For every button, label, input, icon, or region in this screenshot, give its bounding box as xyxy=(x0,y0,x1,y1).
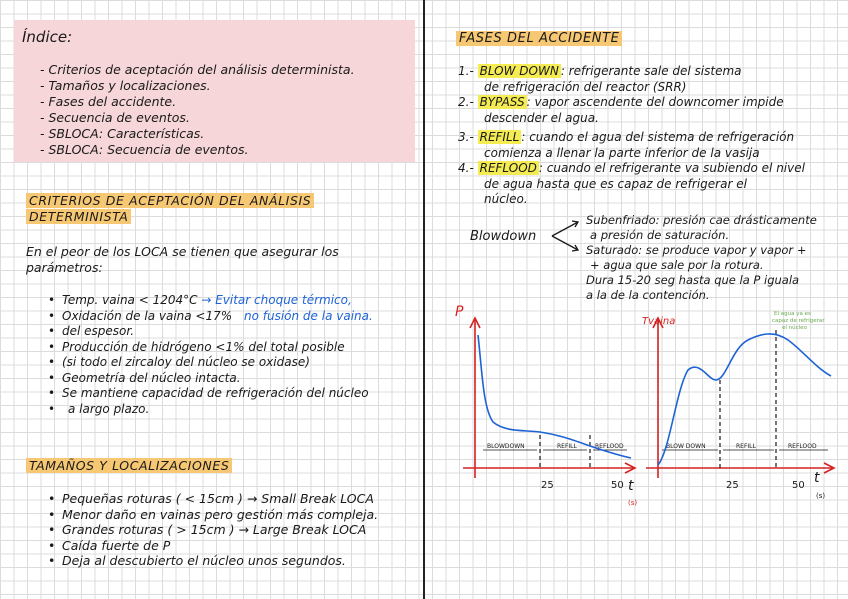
criterios-heading xyxy=(26,193,314,225)
y-axis-label: Tvaina xyxy=(642,316,676,327)
intro-line: En el peor de los LOCA se tienen que asegurar los xyxy=(26,244,339,259)
criterio-text: (si todo el zircaloy del núcleo se oxidase) xyxy=(62,355,310,369)
criterios-list xyxy=(48,293,418,417)
criterio-item xyxy=(48,293,418,309)
criterio-item xyxy=(48,371,418,387)
index-item: - SBLOCA: Secuencia de eventos. xyxy=(40,142,249,157)
criterio-text: Geometría del núcleo intacta. xyxy=(62,370,241,385)
phase-label: REFILL xyxy=(736,443,756,450)
blowdown-line: + agua que sale por la rotura. xyxy=(590,258,764,272)
tick-label: 25 xyxy=(726,480,739,491)
index-item: - Fases del accidente. xyxy=(40,94,177,109)
blowdown-line: a la de la contención. xyxy=(586,288,710,302)
fase-key: BYPASS xyxy=(479,95,525,109)
blowdown-line: Saturado: se produce vapor y vapor + xyxy=(586,243,807,257)
criterios-heading-line1: CRITERIOS DE ACEPTACIÓN DEL ANÁLISIS xyxy=(26,193,314,208)
fases-heading xyxy=(456,31,622,47)
tick-label: 50 xyxy=(792,480,805,491)
index-item: - Tamaños y localizaciones. xyxy=(40,78,211,93)
tamano-continuation xyxy=(48,553,418,569)
fase-text: : vapor ascendente del downcomer impide xyxy=(526,95,784,109)
criterio-continuation xyxy=(48,324,418,340)
criterio-text: a largo plazo. xyxy=(68,401,150,416)
index-item: - Secuencia de eventos. xyxy=(40,110,190,125)
index-item: - SBLOCA: Características. xyxy=(40,126,205,141)
fase-cont: núcleo. xyxy=(484,192,528,206)
annotation-line: capaz de refrigerar xyxy=(772,318,825,324)
fase-item xyxy=(458,95,843,111)
page-divider xyxy=(423,0,425,599)
fase-key: BLOW DOWN xyxy=(479,64,559,78)
tamano-item xyxy=(48,522,418,538)
fase-num: 1.- xyxy=(458,64,474,78)
fase-cont: comienza a llenar la parte inferior de la vasija xyxy=(484,145,760,160)
criterio-continuation xyxy=(48,402,418,418)
fase-item xyxy=(458,64,843,80)
index-item: - Criterios de aceptación del análisis determinista. xyxy=(40,62,355,77)
criterio-text: Temp. vaina < 1204°C xyxy=(62,293,198,307)
y-axis-label: P xyxy=(455,304,464,320)
tamano-text: Deja al descubierto el núcleo unos segundos. xyxy=(62,553,346,568)
phase-label: REFILL xyxy=(557,443,577,450)
tamano-continuation xyxy=(48,538,418,554)
x-axis-label: t xyxy=(814,470,820,486)
criterio-continuation xyxy=(48,355,418,371)
criterio-item xyxy=(48,309,418,325)
tick-label: 50 xyxy=(611,480,624,491)
criterio-item xyxy=(48,340,418,356)
tamano-continuation xyxy=(48,507,418,523)
criterios-intro xyxy=(26,244,339,275)
blowdown-line: Dura 15-20 seg hasta que la P iguala xyxy=(586,273,800,287)
criterio-note: → Evitar choque térmico, xyxy=(201,293,352,307)
criterio-item xyxy=(48,386,418,402)
tamano-text: Menor daño en vainas pero gestión más compleja. xyxy=(62,506,379,522)
annotation-line: el núcleo xyxy=(782,325,807,331)
pressure-curve xyxy=(478,335,631,458)
fase-key: REFILL xyxy=(479,130,520,144)
index-title: Índice: xyxy=(22,28,73,46)
tamano-item xyxy=(48,491,418,507)
fase-num: 2.- xyxy=(458,95,474,109)
fase-text: : refrigerante sale del sistema xyxy=(560,64,742,78)
phase-label: REFLOOD xyxy=(595,443,624,450)
criterio-text: Producción de hidrógeno <1% del total posible xyxy=(62,339,345,354)
criterio-note: no fusión de la vaina. xyxy=(243,308,373,323)
blowdown-line: Subenfriado: presión cae drásticamente xyxy=(586,213,817,227)
pressure-chart xyxy=(445,300,640,510)
temperature-chart xyxy=(636,300,846,510)
fases-list xyxy=(458,64,843,208)
blowdown-label: Blowdown xyxy=(470,229,537,244)
phase-label: REFLOOD xyxy=(788,443,817,450)
fase-cont: descender el agua. xyxy=(484,110,599,125)
tamano-text: Pequeñas roturas ( < 15cm ) → Small Break LOCA xyxy=(62,491,374,506)
fase-num: 3.- xyxy=(458,130,474,144)
criterio-text: Se mantiene capacidad de refrigeración del núcleo xyxy=(62,386,369,400)
criterio-text: Oxidación de la vaina <17% xyxy=(62,308,233,323)
fase-item xyxy=(458,161,843,177)
x-unit: (s) xyxy=(628,499,638,507)
criterios-heading-line2: DETERMINISTA xyxy=(26,209,131,224)
criterio-text: del espesor. xyxy=(62,324,135,338)
brace-arrows xyxy=(548,218,582,254)
fase-text: : cuando el agua del sistema de refrigeración xyxy=(521,130,795,144)
fase-text: : cuando el refrigerante va subiendo el nivel xyxy=(538,161,805,175)
phase-label: BLOWDOWN xyxy=(487,443,525,450)
tamanos-heading-text: TAMAÑOS Y LOCALIZACIONES xyxy=(26,458,232,473)
phase-label: BLOW DOWN xyxy=(666,443,706,450)
fases-heading-text: FASES DEL ACCIDENTE xyxy=(456,31,622,46)
fase-cont: de agua hasta que es capaz de refrigerar el xyxy=(484,176,747,191)
tamanos-list xyxy=(48,491,418,569)
intro-line: parámetros: xyxy=(26,259,103,275)
x-axis-label: t xyxy=(628,478,634,494)
blowdown-detail xyxy=(586,213,844,303)
blowdown-line: a presión de saturación. xyxy=(590,228,730,242)
index-list xyxy=(40,62,355,158)
annotation-line: El agua ya es xyxy=(774,311,811,317)
tamano-text: Grandes roturas ( > 15cm ) → Large Break LOCA xyxy=(62,522,367,537)
tick-label: 25 xyxy=(541,480,554,491)
fase-item xyxy=(458,130,843,146)
fase-cont: de refrigeración del reactor (SRR) xyxy=(484,79,687,94)
x-unit: (s) xyxy=(816,492,826,500)
fase-key: REFLOOD xyxy=(479,161,537,175)
tamanos-heading xyxy=(26,458,232,474)
fase-num: 4.- xyxy=(458,161,474,175)
tamano-text: Caída fuerte de P xyxy=(62,537,171,553)
